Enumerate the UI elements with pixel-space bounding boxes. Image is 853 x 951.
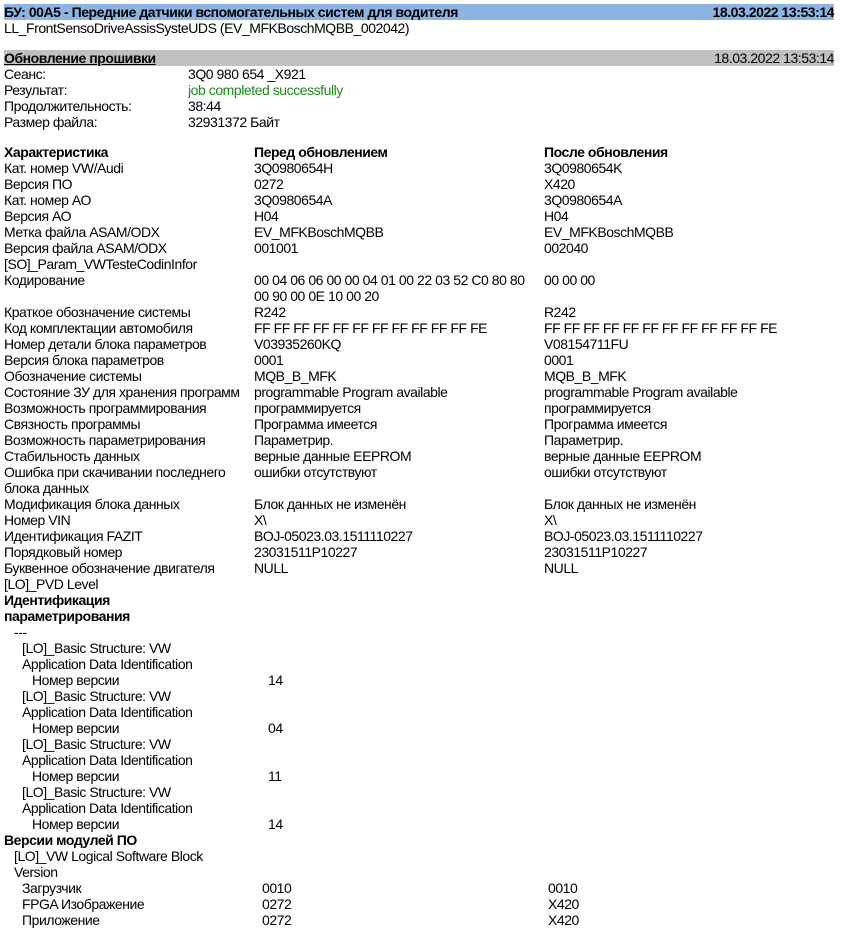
sw-versions-title: Версии модулей ПО bbox=[4, 832, 137, 848]
table-row bbox=[4, 208, 834, 224]
table-row bbox=[4, 464, 834, 496]
update-field bbox=[4, 66, 834, 82]
before-value: 00 04 06 06 00 00 04 01 00 22 03 52 C0 80 80 00 90 00 0E 10 00 20 bbox=[254, 272, 525, 304]
before-value: FF FF FF FF FF FF FF FF FF FF FF FE bbox=[254, 320, 488, 336]
characteristic: Возможность параметрирования bbox=[4, 432, 206, 448]
characteristic: Состояние ЗУ для хранения программ bbox=[4, 384, 240, 400]
before-value: 0272 bbox=[254, 176, 284, 192]
firmware-update-timestamp: 18.03.2022 13:53:14 bbox=[714, 50, 834, 66]
characteristic: Порядковый номер bbox=[4, 544, 123, 560]
table-row bbox=[4, 368, 834, 384]
before-value: MQB_B_MFK bbox=[254, 368, 337, 384]
before-value: R242 bbox=[254, 304, 286, 320]
header-before: Перед обновлением bbox=[254, 144, 388, 160]
table-row bbox=[4, 256, 834, 272]
table-row bbox=[4, 176, 834, 192]
control-unit-header bbox=[4, 4, 834, 20]
table-row bbox=[4, 352, 834, 368]
table-row bbox=[4, 192, 834, 208]
after-value: BOJ-05023.03.1511110227 bbox=[544, 528, 703, 544]
characteristic: Код комплектации автомобиля bbox=[4, 320, 193, 336]
characteristic: Кодирование bbox=[4, 272, 85, 288]
after-value: программируется bbox=[544, 400, 651, 416]
after-version: 0010 bbox=[548, 880, 578, 896]
after-value: Программа имеется bbox=[544, 416, 667, 432]
after-value: 3Q0980654A bbox=[544, 192, 623, 208]
characteristic: Версия ПО bbox=[4, 176, 73, 192]
field-value: 3Q0 980 654 _X921 bbox=[188, 66, 306, 82]
param-block-version bbox=[4, 672, 834, 688]
table-row bbox=[4, 160, 834, 176]
before-value: 3Q0980654A bbox=[254, 192, 333, 208]
characteristic: Ошибка при скачивании последнего блока данных bbox=[4, 464, 226, 496]
before-value: верные данные EEPROM bbox=[254, 448, 412, 464]
characteristics-table bbox=[4, 160, 834, 592]
table-header bbox=[4, 144, 834, 160]
table-row bbox=[4, 336, 834, 352]
sw-version-row bbox=[4, 896, 834, 912]
table-row bbox=[4, 528, 834, 544]
table-row bbox=[4, 576, 834, 592]
version-value: 14 bbox=[268, 816, 283, 832]
after-value: 23031511P10227 bbox=[544, 544, 648, 560]
after-value: 0001 bbox=[544, 352, 574, 368]
characteristic: Модификация блока данных bbox=[4, 496, 180, 512]
before-version: 0272 bbox=[262, 896, 292, 912]
param-block-name bbox=[4, 640, 834, 672]
param-block-name bbox=[4, 688, 834, 720]
table-row bbox=[4, 304, 834, 320]
after-value: X\ bbox=[544, 512, 557, 528]
after-value: ошибки отсутствуют bbox=[544, 464, 667, 480]
firmware-update-title: Обновление прошивки bbox=[4, 50, 156, 66]
table-row bbox=[4, 496, 834, 512]
characteristic: Кат. номер VW/Audi bbox=[4, 160, 124, 176]
before-version: 0010 bbox=[262, 880, 292, 896]
after-value: H04 bbox=[544, 208, 569, 224]
table-row bbox=[4, 432, 834, 448]
header-characteristic: Характеристика bbox=[4, 144, 109, 160]
after-value: Блок данных не изменён bbox=[544, 496, 696, 512]
before-value: ошибки отсутствуют bbox=[254, 464, 377, 480]
before-value: Программа имеется bbox=[254, 416, 377, 432]
sw-group-name: [LO]_VW Logical Software Block Version bbox=[14, 848, 203, 880]
before-version: 0272 bbox=[262, 912, 292, 928]
after-value: R242 bbox=[544, 304, 576, 320]
before-value: Блок данных не изменён bbox=[254, 496, 406, 512]
sw-version-row bbox=[4, 880, 834, 896]
characteristic: Номер детали блока параметров bbox=[4, 336, 207, 352]
after-version: X420 bbox=[548, 896, 579, 912]
field-label: Результат: bbox=[4, 82, 68, 98]
before-value: программируется bbox=[254, 400, 361, 416]
control-unit-title: БУ: 00A5 - Передние датчики вспомогательных систем для водителя bbox=[4, 4, 458, 20]
version-label: Номер версии bbox=[32, 720, 120, 736]
table-row bbox=[4, 272, 834, 304]
field-label: Сеанс: bbox=[4, 66, 46, 82]
characteristic: Идентификация FAZIT bbox=[4, 528, 143, 544]
after-value bbox=[544, 256, 834, 272]
before-value: Параметрир. bbox=[254, 432, 334, 448]
param-id-separator: --- bbox=[14, 624, 27, 640]
after-value: MQB_B_MFK bbox=[544, 368, 627, 384]
before-value: BOJ-05023.03.1511110227 bbox=[254, 528, 413, 544]
after-value: 00 00 00 bbox=[544, 272, 595, 288]
table-row bbox=[4, 400, 834, 416]
module-name: FPGA Изображение bbox=[22, 896, 145, 912]
before-value: 0001 bbox=[254, 352, 284, 368]
block-name: [LO]_Basic Structure: VW Application Data Identification bbox=[22, 640, 193, 672]
sw-versions-table bbox=[4, 880, 834, 928]
characteristic: Стабильность данных bbox=[4, 448, 140, 464]
table-row bbox=[4, 544, 834, 560]
before-value bbox=[254, 256, 544, 272]
before-value: H04 bbox=[254, 208, 279, 224]
before-value: EV_MFKBoschMQBB bbox=[254, 224, 384, 240]
before-value: X\ bbox=[254, 512, 267, 528]
version-value: 11 bbox=[268, 768, 282, 784]
after-value: 002040 bbox=[544, 240, 589, 256]
block-name: [LO]_Basic Structure: VW Application Data Identification bbox=[22, 784, 193, 816]
param-id-blocks bbox=[4, 640, 834, 832]
table-row bbox=[4, 416, 834, 432]
after-value: NULL bbox=[544, 560, 578, 576]
firmware-update-header bbox=[4, 50, 834, 66]
update-fields bbox=[4, 66, 834, 130]
before-value: 001001 bbox=[254, 240, 299, 256]
update-field bbox=[4, 98, 834, 114]
version-value: 04 bbox=[268, 720, 283, 736]
table-row bbox=[4, 512, 834, 528]
after-value: FF FF FF FF FF FF FF FF FF FF FF FE bbox=[544, 320, 778, 336]
param-id-title: Идентификация параметрирования bbox=[4, 592, 130, 624]
characteristic: Связность программы bbox=[4, 416, 141, 432]
before-value: 3Q0980654H bbox=[254, 160, 333, 176]
block-name: [LO]_Basic Structure: VW Application Data Identification bbox=[22, 736, 193, 768]
characteristic: Версия блока параметров bbox=[4, 352, 164, 368]
after-version: X420 bbox=[548, 912, 579, 928]
after-value: V08154711FU bbox=[544, 336, 629, 352]
param-block-name bbox=[4, 784, 834, 816]
module-name: Загрузчик bbox=[22, 880, 82, 896]
characteristic: Номер VIN bbox=[4, 512, 71, 528]
param-block-version bbox=[4, 768, 834, 784]
field-value: 32931372 Байт bbox=[188, 114, 280, 130]
characteristic: [SO]_Param_VWTesteCodinInfor bbox=[4, 256, 197, 272]
table-row bbox=[4, 320, 834, 336]
characteristic: Версия файла ASAM/ODX bbox=[4, 240, 167, 256]
before-value: NULL bbox=[254, 560, 288, 576]
table-row bbox=[4, 448, 834, 464]
version-label: Номер версии bbox=[32, 816, 120, 832]
after-value: верные данные EEPROM bbox=[544, 448, 702, 464]
characteristic: [LO]_PVD Level bbox=[4, 576, 99, 592]
field-label: Продолжительность: bbox=[4, 98, 132, 114]
after-value bbox=[544, 576, 834, 592]
update-field bbox=[4, 82, 834, 98]
field-label: Размер файла: bbox=[4, 114, 98, 130]
control-unit-subtitle: LL_FrontSensoDriveAssisSysteUDS (EV_MFKBoschMQBB_002042) bbox=[4, 20, 410, 36]
sw-version-row bbox=[4, 912, 834, 928]
table-row bbox=[4, 224, 834, 240]
characteristic: Краткое обозначение системы bbox=[4, 304, 191, 320]
table-row bbox=[4, 560, 834, 576]
after-value: X420 bbox=[544, 176, 575, 192]
param-block-version bbox=[4, 720, 834, 736]
header-timestamp: 18.03.2022 13:53:14 bbox=[712, 4, 834, 20]
before-value: 23031511P10227 bbox=[254, 544, 358, 560]
after-value: EV_MFKBoschMQBB bbox=[544, 224, 674, 240]
block-name: [LO]_Basic Structure: VW Application Data Identification bbox=[22, 688, 193, 720]
before-value: V03935260KQ bbox=[254, 336, 341, 352]
field-value: 38:44 bbox=[188, 98, 221, 114]
characteristic: Возможность программирования bbox=[4, 400, 207, 416]
version-value: 14 bbox=[268, 672, 283, 688]
param-block-version bbox=[4, 816, 834, 832]
table-row bbox=[4, 240, 834, 256]
characteristic: Буквенное обозначение двигателя bbox=[4, 560, 215, 576]
after-value: 3Q0980654K bbox=[544, 160, 623, 176]
characteristic: Кат. номер АО bbox=[4, 192, 91, 208]
param-block-name bbox=[4, 736, 834, 768]
field-value: job completed successfully bbox=[188, 82, 343, 98]
after-value: programmable Program available bbox=[544, 384, 738, 400]
after-value: Параметрир. bbox=[544, 432, 624, 448]
characteristic: Метка файла ASAM/ODX bbox=[4, 224, 160, 240]
characteristic: Версия АО bbox=[4, 208, 72, 224]
update-field bbox=[4, 114, 834, 130]
header-after: После обновления bbox=[544, 144, 668, 160]
before-value bbox=[254, 576, 544, 592]
version-label: Номер версии bbox=[32, 672, 120, 688]
module-name: Приложение bbox=[22, 912, 100, 928]
before-value: programmable Program available bbox=[254, 384, 448, 400]
table-row bbox=[4, 384, 834, 400]
version-label: Номер версии bbox=[32, 768, 120, 784]
characteristic: Обозначение системы bbox=[4, 368, 142, 384]
